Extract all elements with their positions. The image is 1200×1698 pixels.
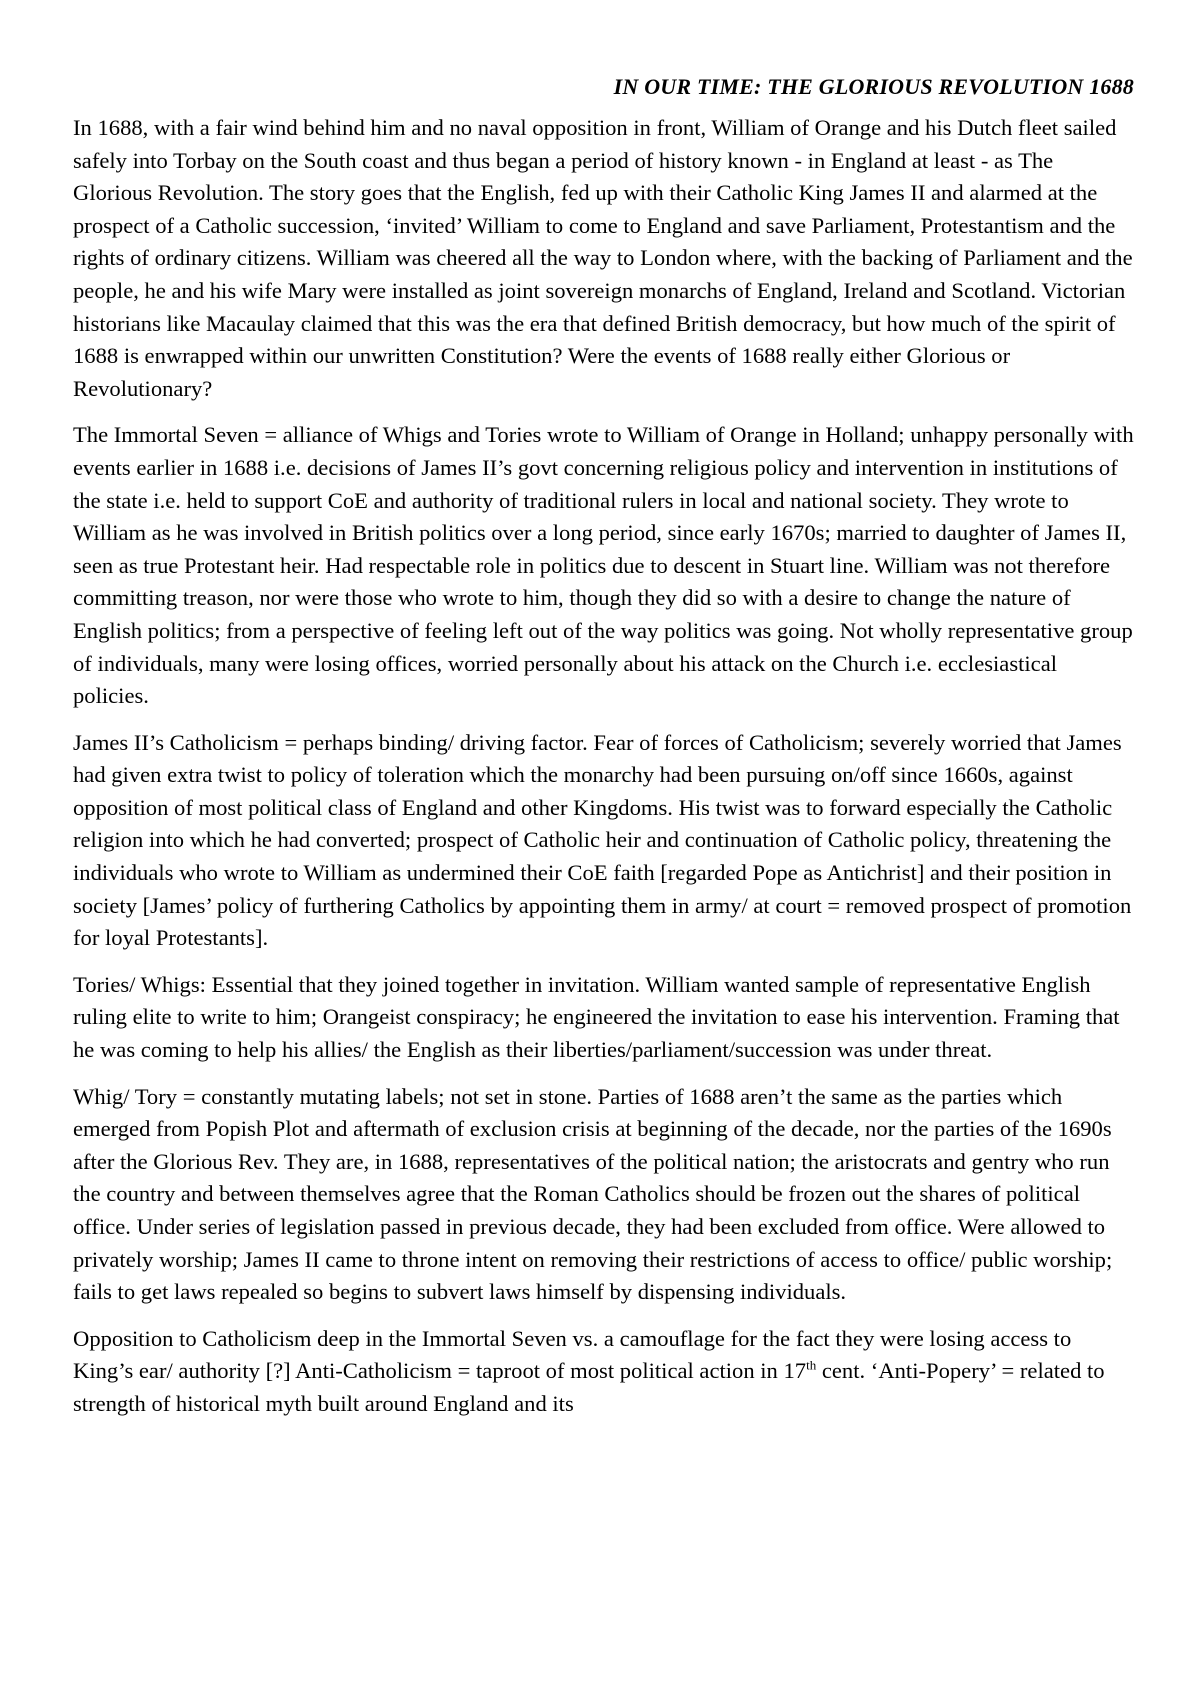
paragraph-opposition-text-cont: cent. ‘Anti-Popery’ = related to strength of historical myth built around England and its: [73, 1358, 1105, 1416]
superscript-ordinal: th: [806, 1357, 817, 1373]
paragraph-whig-tory-labels: Whig/ Tory = constantly mutating labels; not set in stone. Parties of 1688 aren’t the same as the parties which emerged from Popish Plot and aftermath of exclusion crisis at beginning of the decade, nor the parties of the 1690s after the Glorious Rev. They are, in 1688, representatives of the political nation; the aristocrats and gentry who run the country and between themselves agree that the Roman Catholics should be frozen out the shares of political office. Under series of legislation passed in previous decade, they had been excluded from office. Were allowed to privately worship; James II came to throne intent on removing their restrictions of access to office/ public worship; fails to get laws repealed so begins to subvert laws himself by dispensing individuals.: [73, 1083, 1113, 1305]
paragraph-intro: In 1688, with a fair wind behind him and no naval opposition in front, William of Orange and his Dutch fleet sailed safely into Torbay on the South coast and thus began a period of history known - in England at least - as The Glorious Revolution. The story goes that the English, fed up with their Catholic King James II and alarmed at the prospect of a Catholic succession, ‘invited’ William to come to England and save Parliament, Protestantism and the rights of ordinary citizens. William was cheered all the way to London where, with the backing of Parliament and the people, he and his wife Mary were installed as joint sovereign monarchs of England, Ireland and Scotland. Victorian historians like Macaulay claimed that this was the era that defined British democracy, but how much of the spirit of 1688 is enwrapped within our unwritten Constitution? Were the events of 1688 really either Glorious or Revolutionary?: [73, 115, 1133, 401]
paragraph-immortal-seven: The Immortal Seven = alliance of Whigs and Tories wrote to William of Orange in Holland; unhappy personally with events earlier in 1688 i.e. decisions of James II’s govt concerning religious policy and intervention in institutions of the state i.e. held to support CoE and authority of traditional rulers in local and national society. They wrote to William as he was involved in British politics over a long period, since early 1670s; married to daughter of James II, seen as true Protestant heir. Had respectable role in politics due to descent in Stuart line. William was not therefore committing treason, nor were those who wrote to him, though they did so with a desire to change the nature of English politics; from a perspective of feeling left out of the way politics was going. Not wholly representative group of individuals, many were losing offices, worried personally about his attack on the Church i.e. ecclesiastical policies.: [73, 422, 1134, 709]
paragraph-catholicism: James II’s Catholicism = perhaps binding/ driving factor. Fear of forces of Catholicism; severely worried that James had given extra twist to policy of toleration which the monarchy had been pursuing on/off since 1660s, against opposition of most political class of England and other Kingdoms. His twist was to forward especially the Catholic religion into which he had converted; prospect of Catholic heir and continuation of Catholic policy, threatening the individuals who wrote to William as undermined their CoE faith [regarded Pope as Antichrist] and their position in society [James’ policy of furthering Catholics by appointing them in army/ at court = removed prospect of promotion for loyal Protestants].: [73, 729, 1132, 951]
paragraph-tories-whigs: Tories/ Whigs: Essential that they joined together in invitation. William wanted sample of representative English ruling elite to write to him; Orangeist conspiracy; he engineered the invitation to ease his intervention. Framing that he was coming to help his allies/ the English as their liberties/parliament/succession was under threat.: [73, 971, 1120, 1063]
paragraph-opposition-text: Opposition to Catholicism deep in the Immortal Seven vs. a camouflage for the fact they were losing access to King’s ear/ authority [?] Anti-Catholicism = taproot of most political action in 17: [73, 1325, 1072, 1384]
document-title: IN OUR TIME: THE GLORIOUS REVOLUTION 1688: [613, 74, 1134, 99]
paragraph-opposition: [73, 1323, 1134, 1421]
